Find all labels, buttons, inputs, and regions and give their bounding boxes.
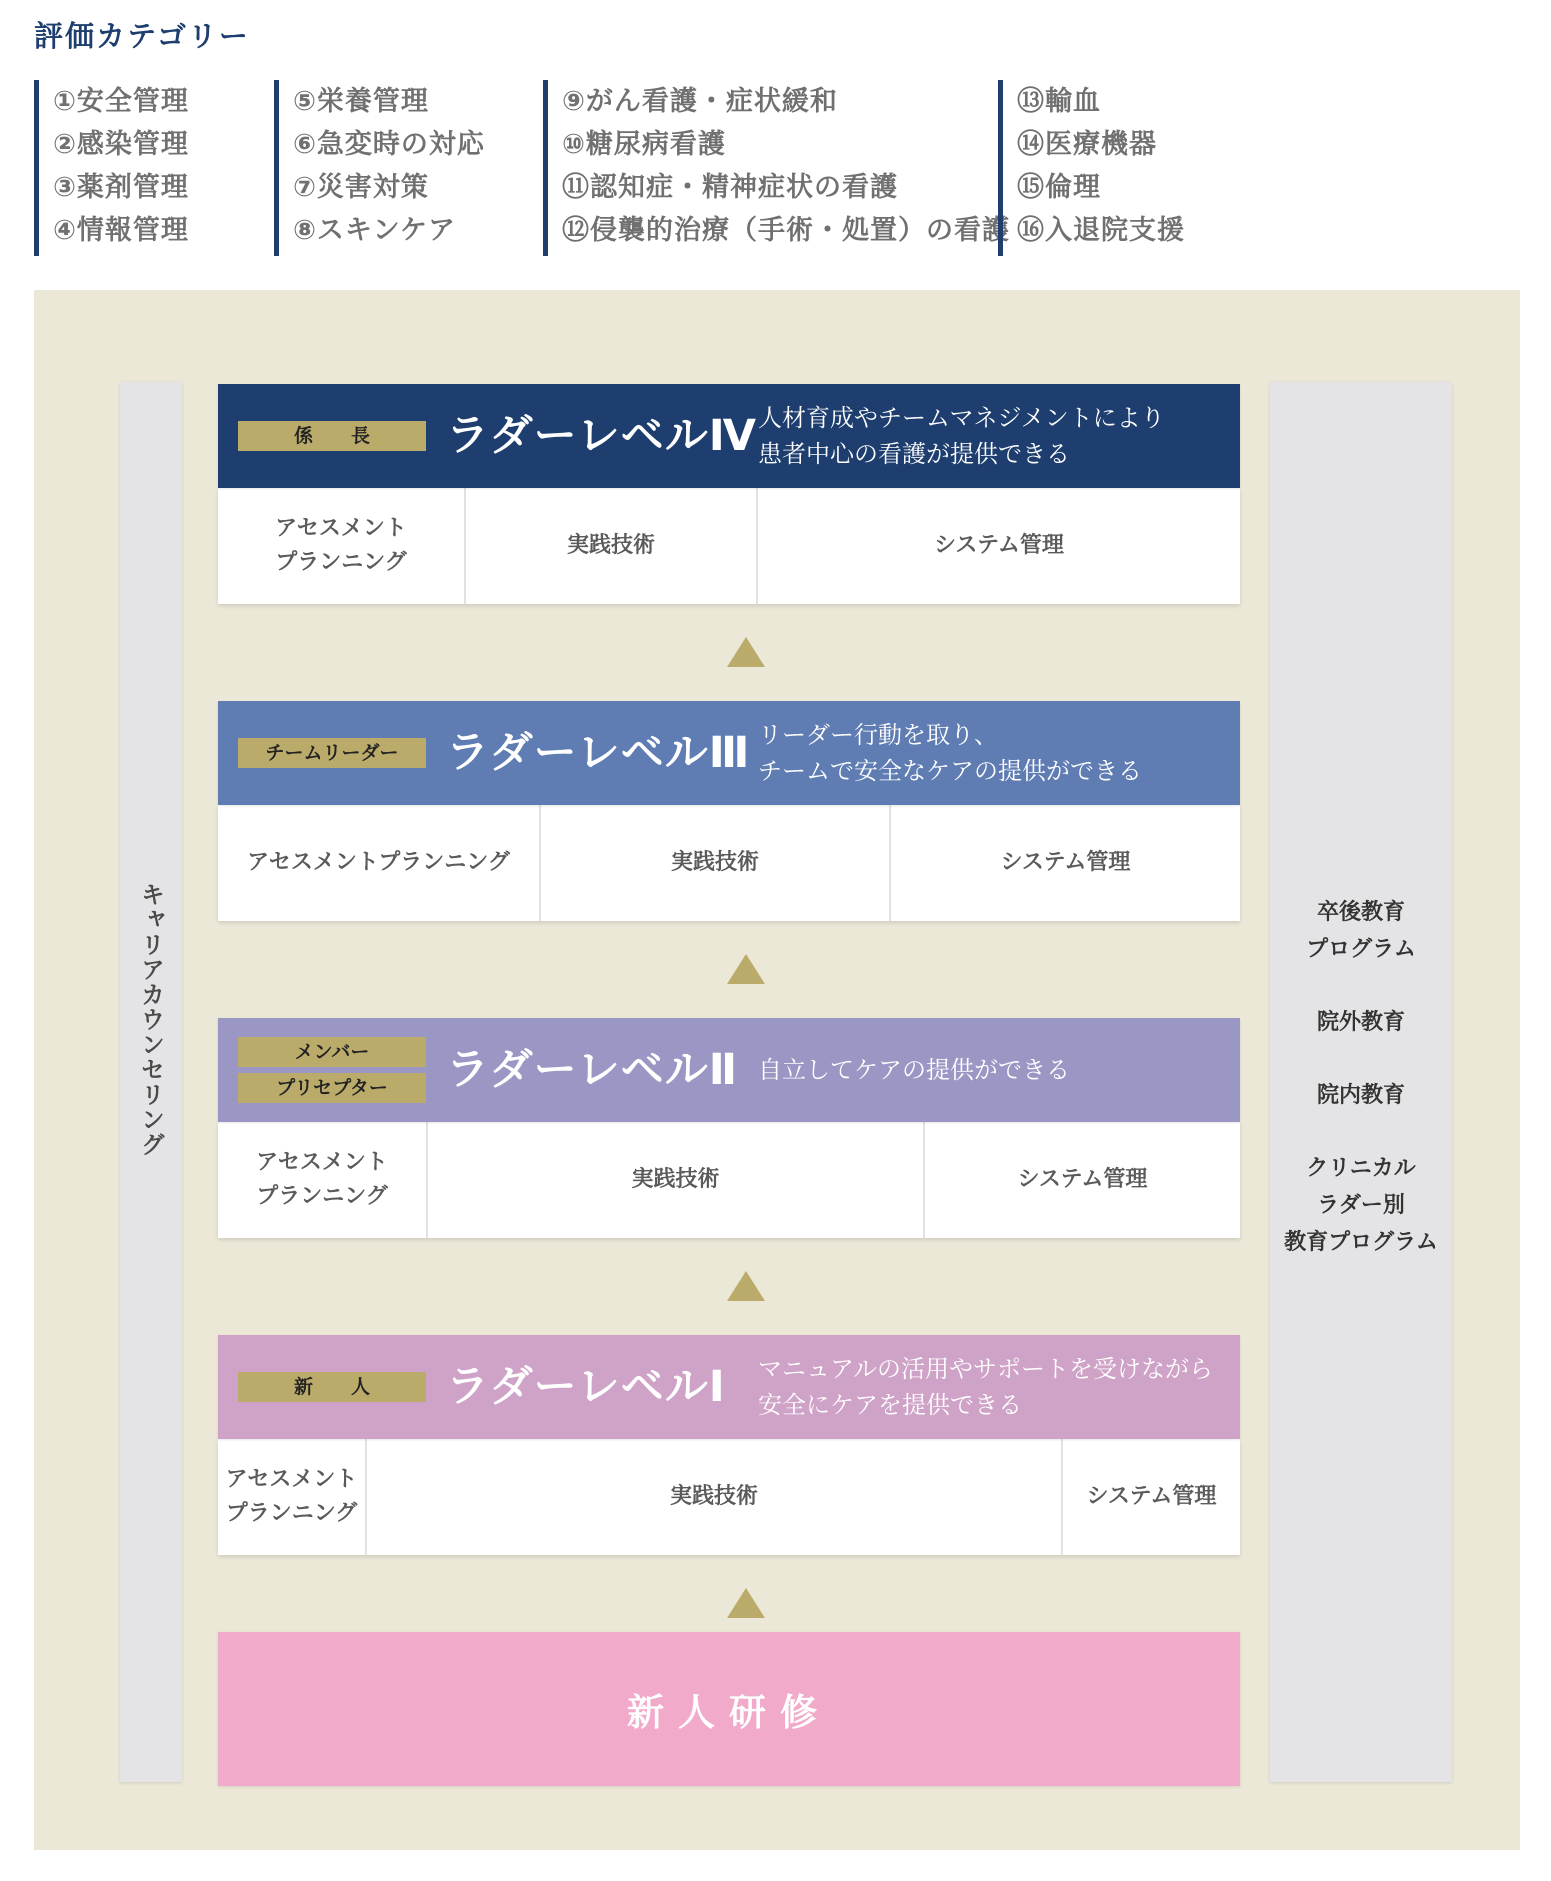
- practice-skill-cell: 実践技術: [466, 488, 758, 604]
- practice-skill-cell: 実践技術: [428, 1122, 925, 1238]
- program-line: 教育プログラム: [1284, 1230, 1438, 1255]
- career-counseling-label: キャリアカウンセリング: [136, 882, 165, 1157]
- role-tags: [238, 1335, 426, 1439]
- assessment-planning-cell: アセスメントプランニング: [218, 805, 541, 921]
- ladder-level-1: [218, 1335, 1240, 1555]
- education-program-list: [1270, 894, 1452, 1261]
- role-tags: [238, 701, 426, 805]
- role-tag: チームリーダー: [238, 738, 426, 768]
- category-item: ①安全管理: [53, 86, 189, 117]
- level-description-line: 自立してケアの提供ができる: [758, 1056, 1070, 1084]
- level-description: [758, 701, 1142, 805]
- category-column-2: [274, 80, 485, 256]
- system-management-cell: システム管理: [934, 533, 1064, 558]
- level-description: [758, 1018, 1070, 1122]
- role-tags: [238, 384, 426, 488]
- program-group: [1270, 1077, 1452, 1114]
- role-tag: メンバー: [238, 1037, 426, 1067]
- assessment-planning-cell: アセスメント プランニング: [218, 1122, 428, 1238]
- practice-skill-cell: 実践技術: [541, 805, 891, 921]
- career-counseling-bar: [120, 382, 182, 1782]
- level-description-line: 安全にケアを提供できる: [758, 1391, 1022, 1419]
- category-title: 評価カテゴリー: [34, 19, 250, 53]
- category-item: ⑭医療機器: [1017, 129, 1157, 160]
- assessment-planning-cell: アセスメント プランニング: [218, 1439, 367, 1555]
- ladder-level-2: [218, 1018, 1240, 1238]
- category-item: ④情報管理: [53, 215, 189, 246]
- role-tag: 係 長: [238, 421, 426, 451]
- level-description-line: 人材育成やチームマネジメントにより: [758, 404, 1165, 432]
- level-header: [218, 1335, 1240, 1439]
- skill-cells: [218, 1122, 1240, 1238]
- system-management-cell: システム管理: [1086, 1484, 1217, 1509]
- up-arrow-icon: [727, 954, 765, 984]
- level-description-line: 患者中心の看護が提供できる: [758, 440, 1070, 468]
- program-line: ラダー別: [1317, 1193, 1405, 1218]
- category-item: ⑩糖尿病看護: [562, 129, 726, 160]
- category-column-4: [998, 80, 1185, 256]
- category-item: ⑬輸血: [1017, 86, 1101, 117]
- education-programs-bar: [1270, 382, 1452, 1782]
- program-line: クリニカル: [1306, 1156, 1416, 1181]
- up-arrow-icon: [727, 1271, 765, 1301]
- program-line: プログラム: [1306, 937, 1416, 962]
- level-description: [758, 1335, 1213, 1439]
- program-line: 院内教育: [1316, 1083, 1405, 1108]
- system-management-cell: システム管理: [1000, 850, 1131, 875]
- level-name: ラダーレベルⅣ: [446, 411, 757, 461]
- system-management-cell: システム管理: [1017, 1167, 1148, 1192]
- up-arrow-icon: [727, 637, 765, 667]
- category-item: ⑨がん看護・症状緩和: [562, 86, 838, 117]
- role-tag: 新 人: [238, 1372, 426, 1402]
- level-description: [758, 384, 1165, 488]
- level-header: [218, 1018, 1240, 1122]
- category-item: ⑪認知症・精神症状の看護: [562, 172, 898, 203]
- program-group: [1270, 1004, 1452, 1041]
- category-item: ②感染管理: [53, 129, 189, 160]
- category-column-3: [543, 80, 1010, 256]
- new-staff-training: 新人研修: [218, 1632, 1240, 1786]
- category-column-1: [34, 80, 189, 256]
- role-tags: [238, 1018, 426, 1122]
- category-item: ⑮倫理: [1017, 172, 1101, 203]
- category-item: ⑤栄養管理: [293, 86, 429, 117]
- category-item: ⑥急変時の対応: [293, 129, 485, 160]
- level-name: ラダーレベルⅠ: [446, 1362, 726, 1412]
- up-arrow-icon: [727, 1588, 765, 1618]
- ladder-diagram-panel: [34, 290, 1520, 1850]
- category-item: ⑦災害対策: [293, 172, 429, 203]
- category-item: ⑯入退院支援: [1017, 215, 1185, 246]
- category-item: ③薬剤管理: [53, 172, 189, 203]
- level-header: [218, 384, 1240, 488]
- skill-cells: [218, 805, 1240, 921]
- ladder-level-3: [218, 701, 1240, 921]
- program-line: 院外教育: [1316, 1010, 1405, 1035]
- practice-skill-cell: 実践技術: [367, 1439, 1063, 1555]
- assessment-planning-cell: アセスメント プランニング: [218, 488, 466, 604]
- program-group: [1270, 894, 1452, 968]
- level-description-line: マニュアルの活用やサポートを受けながら: [758, 1355, 1214, 1383]
- level-description-line: リーダー行動を取り、: [758, 721, 998, 749]
- level-header: [218, 701, 1240, 805]
- skill-cells: [218, 1439, 1240, 1555]
- level-name: ラダーレベルⅢ: [446, 728, 751, 778]
- ladder-level-4: [218, 384, 1240, 604]
- category-item: ⑧スキンケア: [293, 215, 457, 246]
- category-item: ⑫侵襲的治療（手術・処置）の看護: [562, 215, 1010, 246]
- level-name: ラダーレベルⅡ: [446, 1045, 739, 1095]
- level-description-line: チームで安全なケアの提供ができる: [758, 757, 1142, 785]
- role-tag: プリセプター: [238, 1073, 426, 1103]
- program-line: 卒後教育: [1316, 900, 1405, 925]
- skill-cells: [218, 488, 1240, 604]
- program-group: [1270, 1150, 1452, 1261]
